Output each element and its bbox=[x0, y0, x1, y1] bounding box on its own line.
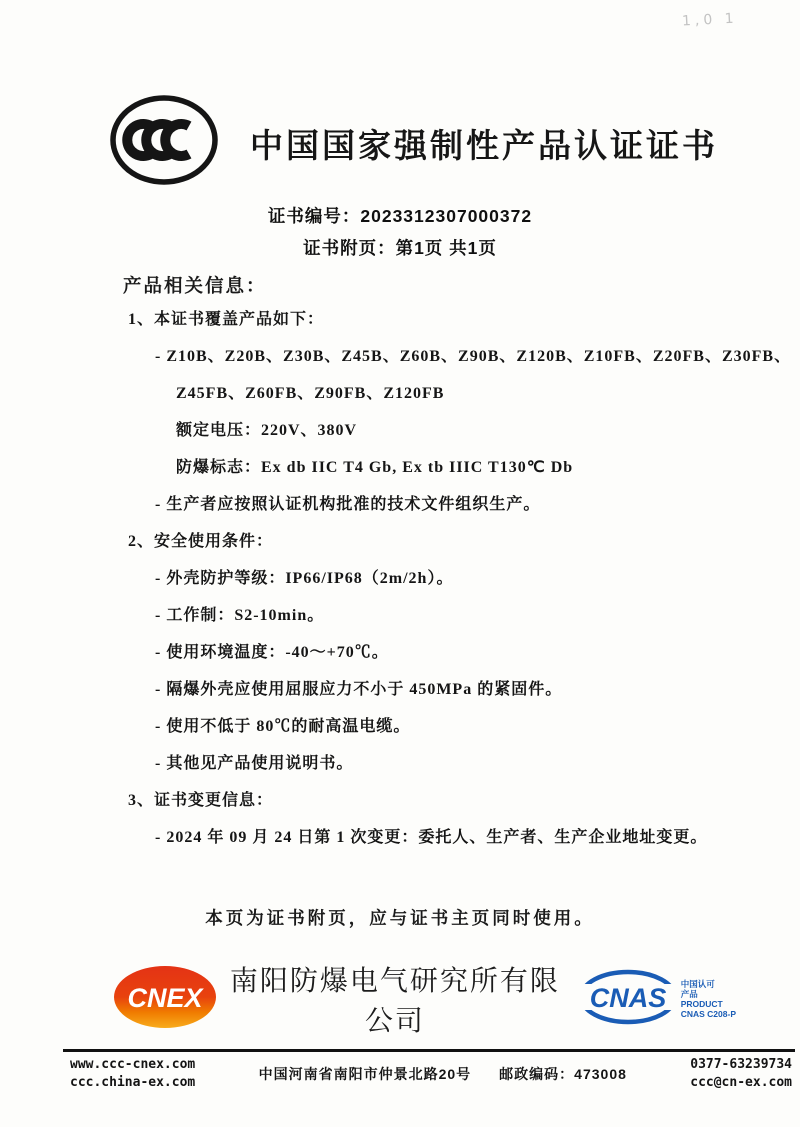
issuer-row bbox=[112, 959, 736, 1039]
website-url: ccc.china-ex.com bbox=[70, 1075, 196, 1090]
attachment-page-note: 本页为证书附页，应与证书主页同时使用。 bbox=[205, 908, 595, 928]
contact-phone-email bbox=[690, 1057, 792, 1090]
cnas-logo-text: CNAS bbox=[589, 982, 666, 1013]
cnas-caption-line: CNAS C208-P bbox=[680, 1009, 736, 1019]
body-line: - 隔爆外壳应使用屈服应力不小于 450MPa 的紧固件。 bbox=[155, 681, 563, 698]
body-line: - 外壳防护等级：IP66/IP68（2m/2h）。 bbox=[155, 570, 454, 587]
cnas-caption-line: PRODUCT bbox=[680, 999, 723, 1009]
body-line: - 使用不低于 80℃的耐高温电缆。 bbox=[155, 718, 411, 735]
contact-address-block bbox=[259, 1064, 627, 1084]
body-line: - 生产者应按照认证机构批准的技术文件组织生产。 bbox=[155, 496, 541, 513]
cnas-logo-icon bbox=[578, 968, 678, 1031]
body-line: 额定电压：220V、380V bbox=[176, 422, 358, 439]
ccc-certification-logo-icon bbox=[108, 92, 220, 194]
body-line: - 工作制：S2-10min。 bbox=[155, 607, 325, 624]
cnas-caption-line: 产品 bbox=[680, 989, 698, 999]
contact-websites bbox=[70, 1057, 195, 1090]
certificate-number: 证书编号：2023312307000372 bbox=[267, 206, 533, 226]
contact-bar bbox=[0, 1052, 800, 1090]
cnex-logo-icon bbox=[112, 964, 218, 1035]
body-line: - Z10B、Z20B、Z30B、Z45B、Z60B、Z90B、Z120B、Z10FB、Z20FB、Z30FB、 bbox=[155, 348, 792, 365]
body-line: - 使用环境温度：-40～+70℃。 bbox=[155, 644, 389, 661]
body-line: 2、安全使用条件： bbox=[128, 533, 274, 550]
certificate-body bbox=[0, 310, 800, 848]
body-line: 防爆标志：Ex db IIC T4 Gb, Ex tb IIIC T130℃ Db bbox=[176, 459, 574, 476]
email-address: ccc@cn-ex.com bbox=[690, 1075, 792, 1090]
certificate-meta bbox=[0, 200, 800, 264]
phone-number: 0377-63239734 bbox=[690, 1057, 792, 1072]
body-line: 3、证书变更信息： bbox=[128, 792, 274, 809]
cnas-mark bbox=[578, 968, 736, 1031]
cnas-caption bbox=[681, 979, 736, 1019]
handwritten-annotation: 1,0 1 bbox=[681, 10, 739, 30]
issuer-company-name: 南阳防爆电气研究所有限公司 bbox=[229, 965, 560, 1036]
product-info-heading: 产品相关信息： bbox=[123, 277, 267, 297]
postal-code: 邮政编码：473008 bbox=[499, 1065, 627, 1082]
cnex-logo-text: CNEX bbox=[127, 982, 203, 1013]
issuer-address: 中国河南省南阳市仲景北路20号 bbox=[258, 1065, 472, 1082]
cnas-caption-line: 中国认可 bbox=[680, 979, 715, 989]
body-line: 1、本证书覆盖产品如下： bbox=[128, 311, 325, 328]
body-line: - 2024 年 09 月 24 日第 1 次变更：委托人、生产者、生产企业地址变更。 bbox=[155, 829, 708, 846]
body-line: - 其他见产品使用说明书。 bbox=[155, 755, 354, 772]
website-url: www.ccc-cnex.com bbox=[70, 1057, 196, 1072]
header bbox=[108, 92, 740, 194]
certificate-page-info: 证书附页：第1页 共1页 bbox=[303, 238, 497, 258]
certificate-title: 中国国家强制性产品认证证书 bbox=[250, 126, 718, 164]
body-line: Z45FB、Z60FB、Z90FB、Z120FB bbox=[176, 385, 445, 402]
